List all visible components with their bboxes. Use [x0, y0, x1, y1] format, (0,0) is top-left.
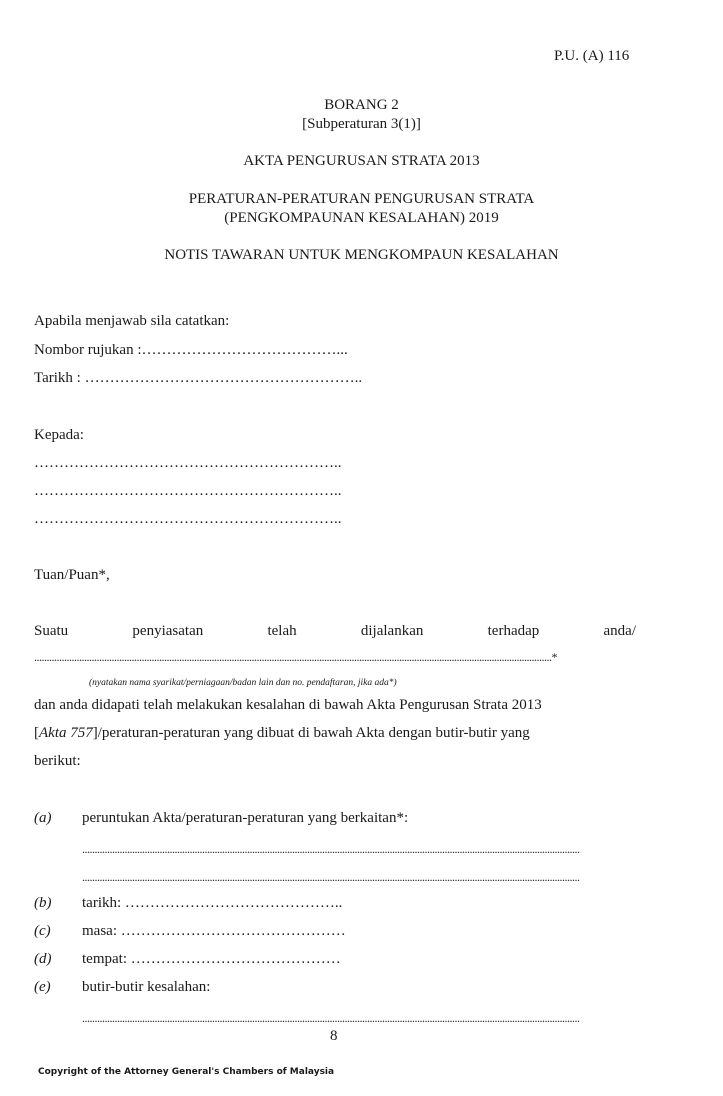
- item-label-d: (d): [34, 951, 52, 967]
- recipient-line: ……………………………………………………..: [34, 483, 342, 499]
- form-title: BORANG 2: [324, 97, 399, 113]
- recipient-label: Kepada:: [34, 427, 84, 443]
- body-word: penyiasatan: [132, 623, 204, 639]
- item-text-b: tarikh: ……………………………………..: [82, 895, 343, 911]
- body-word: telah: [267, 623, 297, 639]
- body-word: Suatu: [34, 623, 69, 639]
- salutation: Tuan/Puan*,: [34, 567, 110, 583]
- act-title: AKTA PENGURUSAN STRATA 2013: [243, 153, 480, 169]
- party-name-line: ...............................................................................................................................................................................................................*: [34, 650, 557, 664]
- notice-title: NOTIS TAWARAN UNTUK MENGKOMPAUN KESALAHAN: [164, 247, 559, 263]
- document-reference: P.U. (A) 116: [554, 48, 630, 64]
- page-number: 8: [330, 1028, 338, 1044]
- regulation-title-line2: (PENGKOMPAUNAN KESALAHAN) 2019: [224, 210, 499, 226]
- party-name-note: (nyatakan nama syarikat/perniagaan/badan lain dan no. pendaftaran, jika ada*): [89, 678, 397, 688]
- copyright-notice: Copyright of the Attorney General's Chambers of Malaysia: [38, 1067, 335, 1077]
- item-a-dotline: .......................................................................................................................................................................................................: [82, 842, 580, 856]
- regulation-title-line1: PERATURAN-PERATURAN PENGURUSAN STRATA: [188, 191, 535, 207]
- item-text-d: tempat: ……………………………………: [82, 951, 341, 967]
- body-word: anda/: [603, 623, 636, 639]
- item-text-c: masa: ………………………………………: [82, 923, 346, 939]
- body-line-1: [34, 623, 636, 640]
- date-field: Tarikh : ………………………………………………..: [34, 370, 363, 386]
- item-label-a: (a): [34, 810, 52, 826]
- recipient-line: ……………………………………………………..: [34, 455, 342, 471]
- item-e-dotline: .......................................................................................................................................................................................................: [82, 1011, 580, 1025]
- body-line-3-text: ]/peraturan-peraturan yang dibuat di bawah Akta dengan butir-butir yang: [92, 725, 530, 741]
- item-text-e: butir-butir kesalahan:: [82, 979, 211, 995]
- form-subregulation: [Subperaturan 3(1)]: [302, 116, 421, 132]
- body-line-4: berikut:: [34, 753, 81, 769]
- body-word: dijalankan: [360, 623, 424, 639]
- body-word: terhadap: [487, 623, 540, 639]
- item-text-a: peruntukan Akta/peraturan-peraturan yang berkaitan*:: [82, 810, 409, 826]
- reference-number-field: Nombor rujukan :…………………………………...: [34, 342, 348, 358]
- item-label-b: (b): [34, 895, 52, 911]
- recipient-line: ……………………………………………………..: [34, 511, 342, 527]
- item-label-e: (e): [34, 979, 51, 995]
- item-a-dotline: .......................................................................................................................................................................................................: [82, 870, 580, 884]
- body-line-3: [34, 725, 530, 742]
- bracket-open: [: [34, 725, 39, 741]
- reply-intro: Apabila menjawab sila catatkan:: [34, 313, 230, 329]
- act-number: Akta 757: [39, 725, 93, 741]
- body-line-2: dan anda didapati telah melakukan kesalahan di bawah Akta Pengurusan Strata 2013: [34, 697, 542, 713]
- item-label-c: (c): [34, 923, 51, 939]
